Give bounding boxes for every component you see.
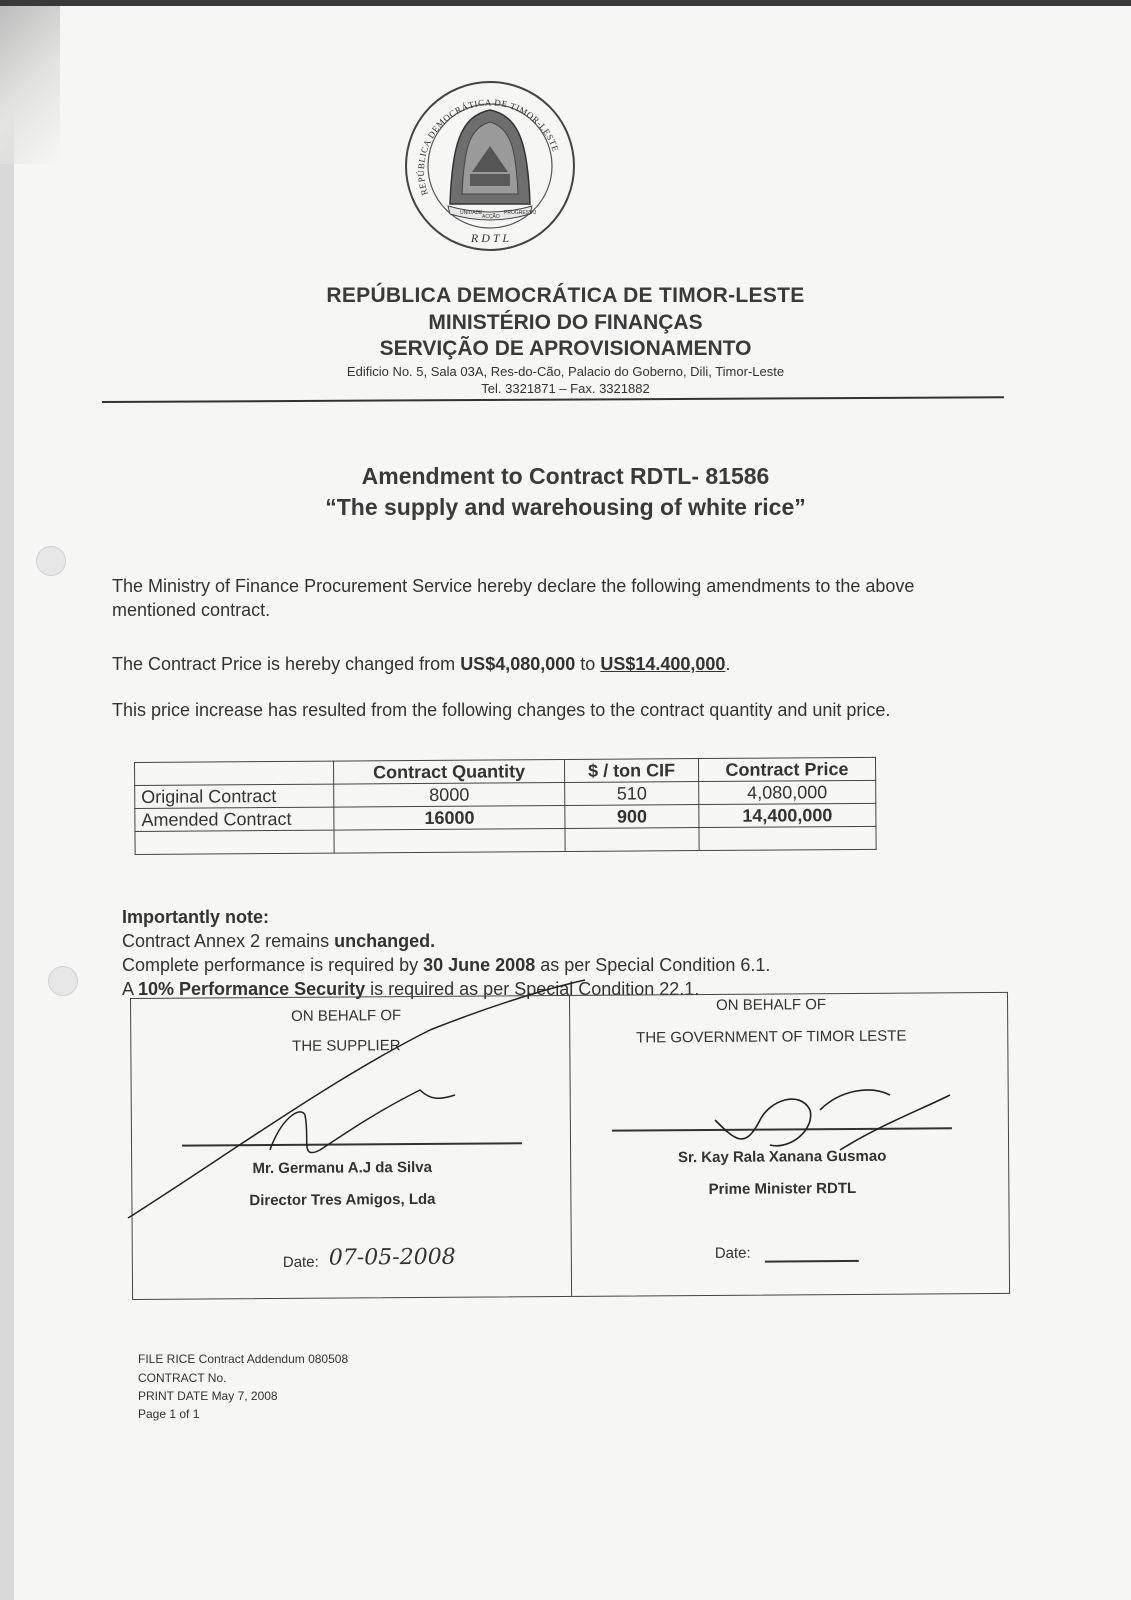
document-subtitle: “The supply and warehousing of white rice” <box>325 494 806 520</box>
seal-bottom-text: R D T L <box>470 231 510 245</box>
supplier-heading-2: THE SUPPLIER <box>292 1037 401 1055</box>
letterhead-service: SERVIÇÃO DE APROVISIONAMENTO <box>379 337 752 360</box>
supplier-heading-1: ON BEHALF OF <box>291 1007 402 1025</box>
price-change-to: to <box>580 654 596 674</box>
price-change-prefix: The Contract Price is hereby changed from <box>112 654 456 674</box>
note-security-text: A <box>122 979 139 999</box>
footer-contract-no: CONTRACT No. <box>138 1371 227 1385</box>
increase-paragraph: This price increase has resulted from the following changes to the contract quantity and unit price. <box>112 700 891 720</box>
note-security-bold: 10% Performance Security <box>138 979 366 999</box>
notes-heading: Importantly note: <box>122 907 269 927</box>
note-deadline-text: Complete performance is required by <box>122 955 424 975</box>
table-header-cell: Contract Price <box>698 757 875 781</box>
government-signature <box>715 1090 950 1150</box>
supplier-role: Director Tres Amigos, Lda <box>249 1190 436 1210</box>
seal-motto-right: PROGRESSO <box>504 210 537 216</box>
note-deadline-suffix: as per Special Condition 6.1. <box>535 955 771 975</box>
note-security-suffix: is required as per Special Condition 22.1. <box>365 979 700 999</box>
government-name: Sr. Kay Rala Xanana Gusmao <box>677 1147 887 1167</box>
letterhead-ministry: MINISTÉRIO DO FINANÇAS <box>428 311 703 334</box>
letterhead-phone: Tel. 3321871 – Fax. 3321882 <box>481 381 650 396</box>
supplier-signature <box>128 980 585 1218</box>
footer-page: Page 1 of 1 <box>138 1407 200 1421</box>
footer-print-date: PRINT DATE May 7, 2008 <box>138 1389 278 1403</box>
supplier-name: Mr. Germanu A.J da Silva <box>252 1158 432 1178</box>
table-cell: 14,400,000 <box>699 803 876 827</box>
intro-paragraph: The Ministry of Finance Procurement Service hereby declare the following amendments to the above mentioned contract. <box>112 576 915 620</box>
government-heading-1: ON BEHALF OF <box>715 996 827 1014</box>
table-cell: Original Contract <box>135 784 334 808</box>
government-heading-2: THE GOVERNMENT OF TIMOR LESTE <box>636 1027 907 1047</box>
note-deadline-bold: 30 June 2008 <box>423 955 536 975</box>
table-cell: 510 <box>565 782 699 806</box>
price-change-suffix: . <box>725 654 731 674</box>
footer-file: FILE RICE Contract Addendum 080508 <box>138 1352 349 1366</box>
table-cell: 900 <box>565 805 699 829</box>
table-cell: 16000 <box>334 805 566 830</box>
note-annex-bold: unchanged. <box>334 931 436 951</box>
seal-ring-text: REPÚBLICA DEMOCRÁTICA DE TIMOR-LESTE <box>415 97 561 197</box>
original-price: US$4,080,000 <box>460 654 576 674</box>
seal-motto-left: UNIDADE <box>460 210 483 216</box>
table-cell: 8000 <box>333 782 565 807</box>
letterhead-republic: REPÚBLICA DEMOCRÁTICA DE TIMOR-LESTE <box>326 284 805 307</box>
table-header-cell: $ / ton CIF <box>565 759 699 783</box>
table-header-cell: Contract Quantity <box>333 759 565 784</box>
seal-motto-center: ACÇÃO <box>482 214 500 220</box>
government-date-label: Date: <box>714 1244 751 1262</box>
letterhead-address: Edificio No. 5, Sala 03A, Res-do-Cão, Palacio do Goberno, Dili, Timor-Leste <box>346 364 785 379</box>
table-cell: Amended Contract <box>135 807 334 831</box>
government-role: Prime Minister RDTL <box>708 1179 857 1198</box>
supplier-date-handwritten: 07-05-2008 <box>328 1244 456 1271</box>
document-title: Amendment to Contract RDTL- 81586 <box>361 463 770 489</box>
table-cell: 4,080,000 <box>699 780 876 804</box>
note-annex-text: Contract Annex 2 remains <box>122 931 335 951</box>
supplier-date-label: Date: <box>282 1253 319 1271</box>
amended-price: US$14.400,000 <box>600 654 726 674</box>
